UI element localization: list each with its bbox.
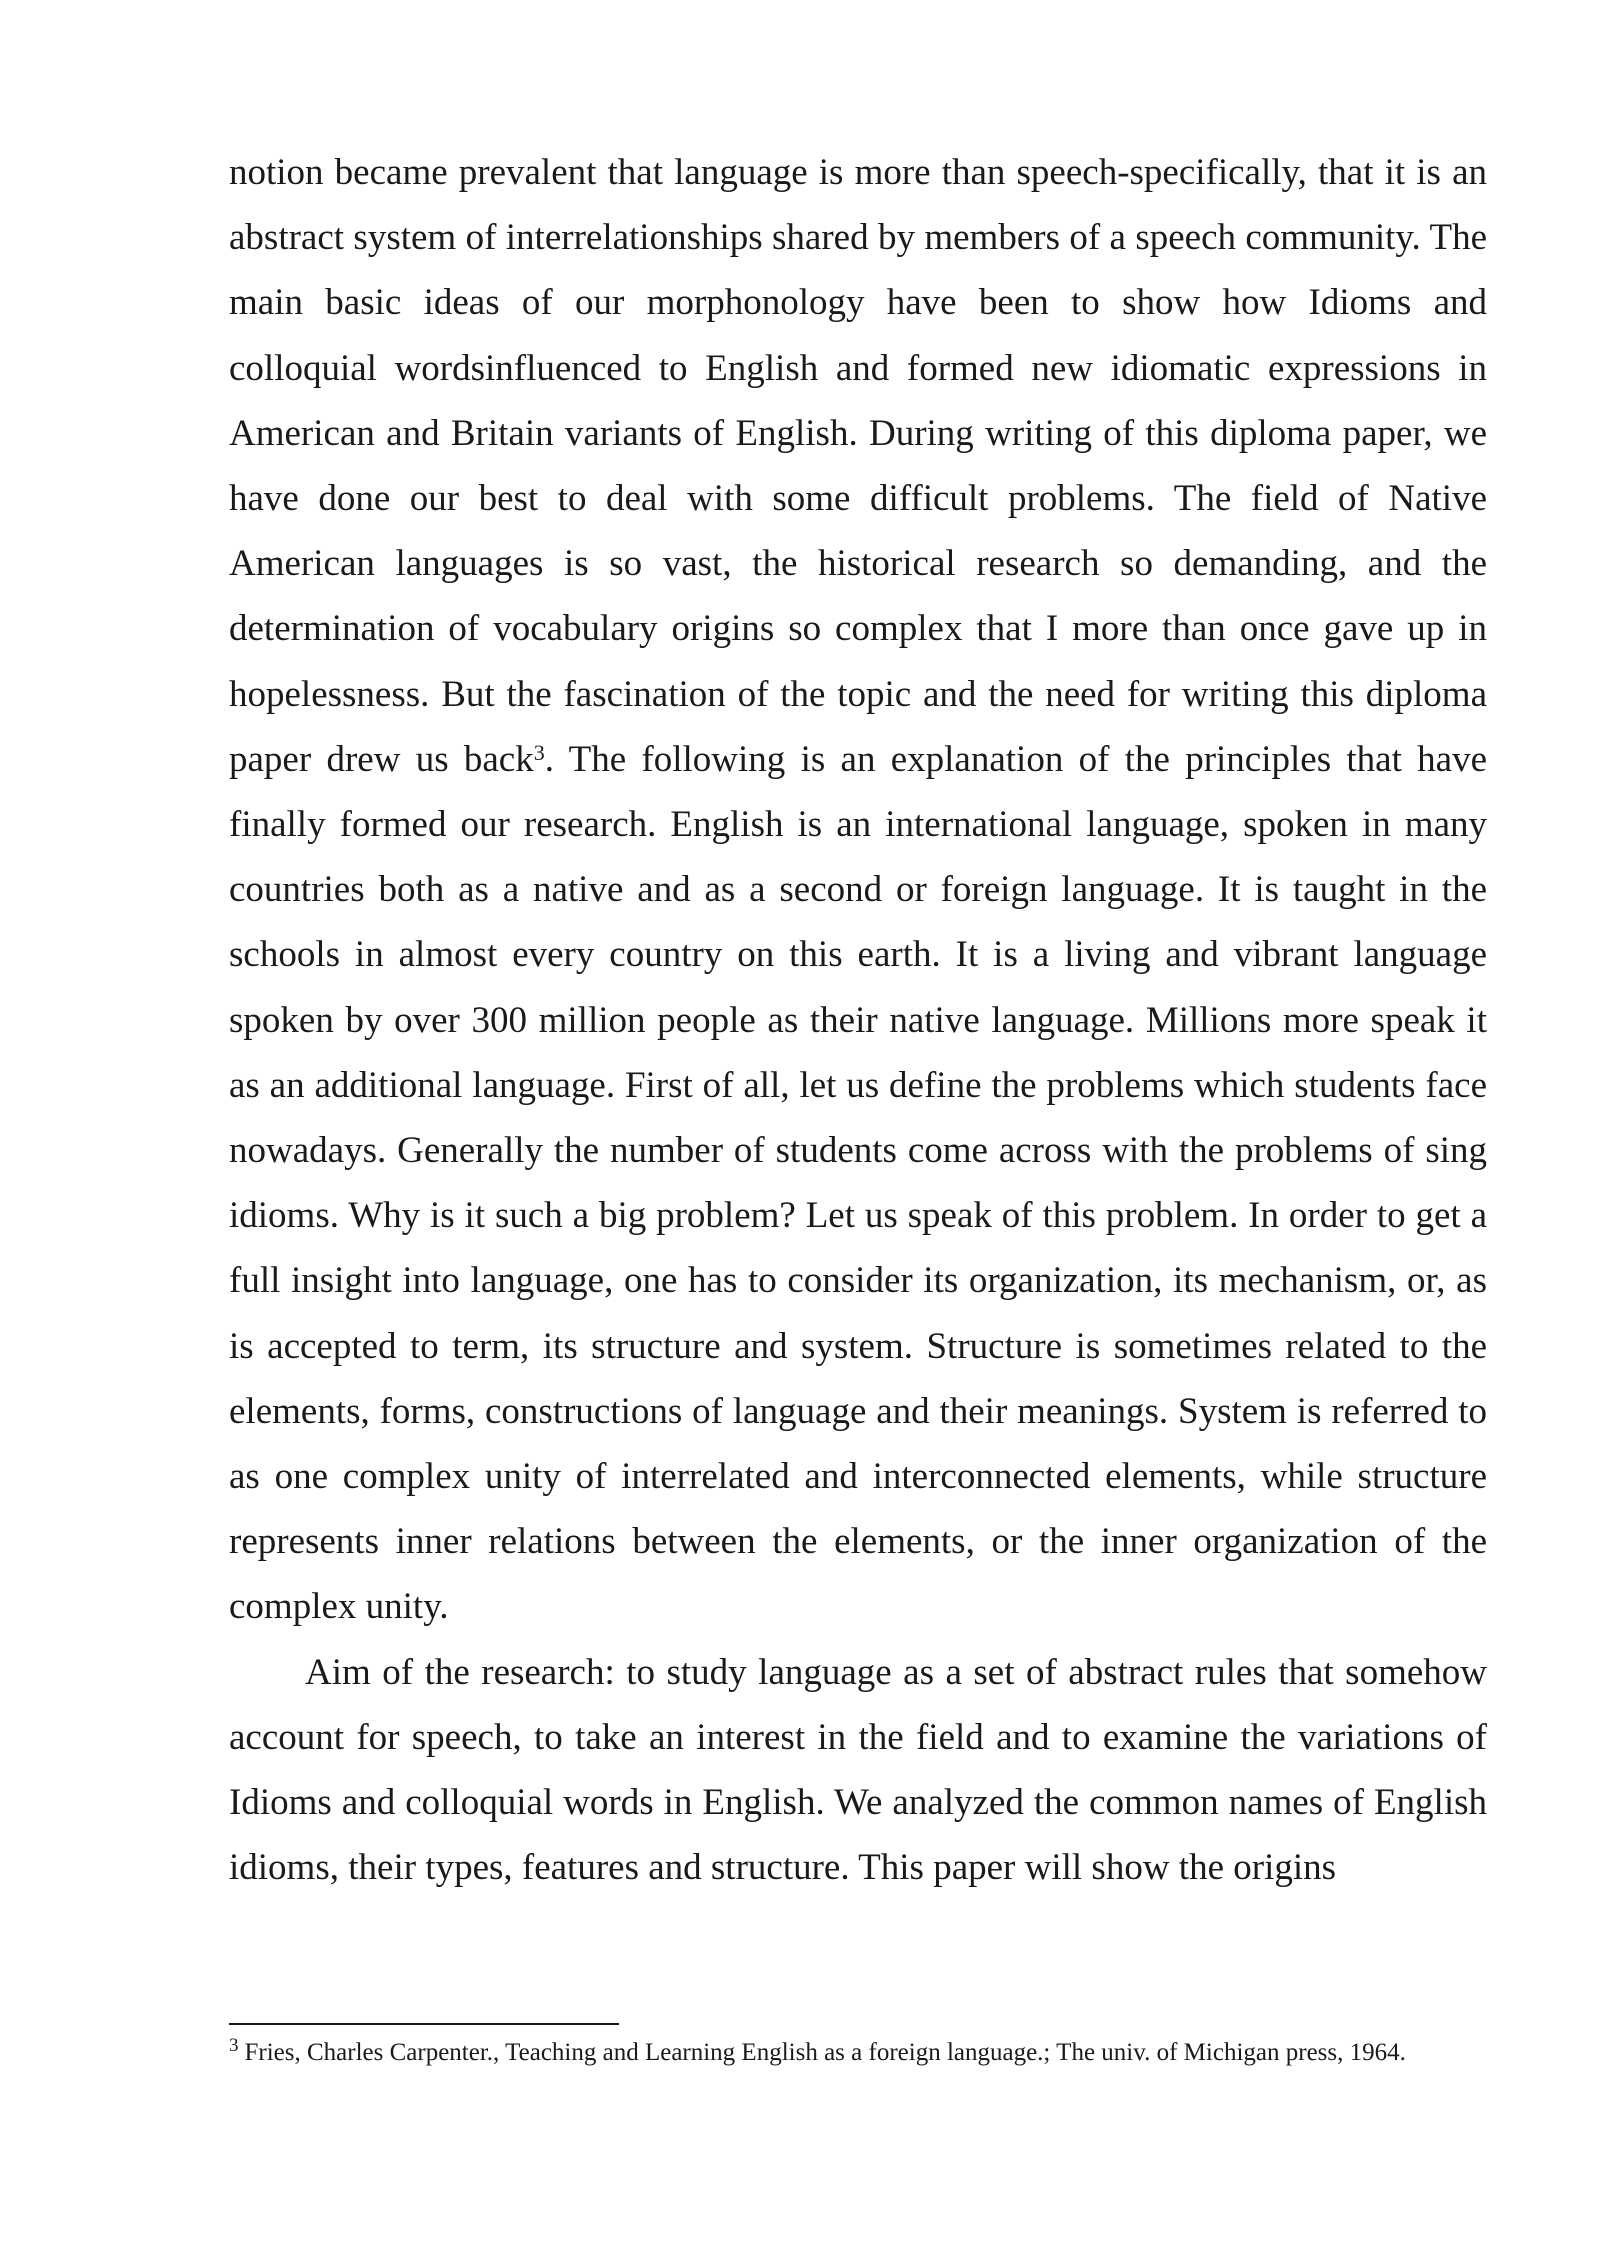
- footnote-separator: [229, 2023, 619, 2025]
- paragraph-1-part-1: notion became prevalent that language is more than speech-specifically, that it is an abstract system of interrelationships shared by members of a speech community. The main basic ideas of our morphonology have been to show how Idioms and colloquial wordsinfluenced to English and formed new idiomatic expressions in American and Britain variants of English. During writing of this diploma paper, we have done our best to deal with some difficult problems. The field of Native American languages is so vast, the historical research so demanding, and the determination of vocabulary origins so complex that I more than once gave up in hopelessness. But the fascination of the topic and the need for writing this diploma paper drew us back: [229, 152, 1487, 780]
- main-text-body: [229, 140, 1487, 1900]
- footnote-text: Fries, Charles Carpenter., Teaching and Learning English as a foreign language.; The univ. of Michigan press, 1964.: [244, 2039, 1406, 2066]
- footnote-reference: 3: [533, 739, 545, 765]
- footnote-number: 3: [229, 2034, 239, 2056]
- paragraph-2: Aim of the research: to study language as a set of abstract rules that somehow account for speech, to take an interest in the field and to examine the variations of Idioms and colloquial words in English. We analyzed the common names of English idioms, their types, features and structure. This paper will show the origins: [229, 1651, 1487, 1889]
- footnote: [229, 2036, 1487, 2070]
- paragraph-1: [229, 140, 1487, 1640]
- paragraph-1-part-2: . The following is an explanation of the principles that have finally formed our research. English is an international language, spoken in many countries both as a native and as a second or foreign language. It is taught in the schools in almost every country on this earth. It is a living and vibrant language spoken by over 300 million people as their native language. Millions more speak it as an additional language. First of all, let us define the problems which students face nowadays. Generally the number of students come across with the problems of sing idioms. Why is it such a big problem? Let us speak of this problem. In order to get a full insight into language, one has to consider its organization, its mechanism, or, as is accepted to term, its structure and system. Structure is sometimes related to the elements, forms, constructions of language and their meanings. System is referred to as one complex unity of interrelated and interconnected elements, while structure represents inner relations between the elements, or the inner organization of the complex unity.: [229, 738, 1488, 1628]
